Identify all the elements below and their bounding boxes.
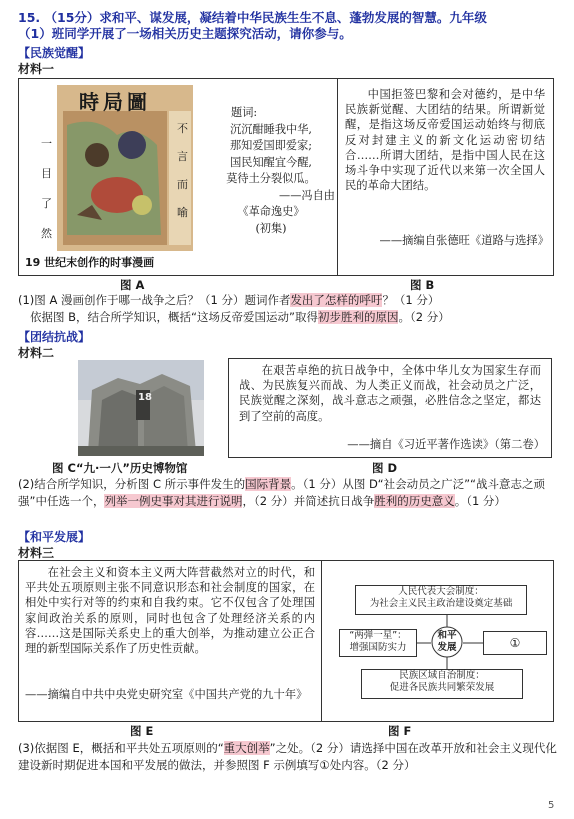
- section2-material: 材料二: [18, 346, 55, 360]
- question-1: [18, 292, 564, 326]
- q1-part-a: (1)图 A 漫画创作于哪一战争之后？（1 分）题词作者: [18, 293, 291, 307]
- q1-part-c: 依据图 B，结合所学知识，概括“这场反帝爱国运动”取得: [30, 310, 318, 324]
- figB-text: 中国拒签巴黎和会对德约，是中华民族新觉醒、大团结的结果。所谓新觉醒，是指这场反帝爱国运动始终与彻底反对封建主义的新文化运动密切结合……所谓大团结，是指中国人民在这场斗争中实现了近代以来第一次全国人民的革命大团结。: [345, 88, 545, 193]
- material1-frame: [18, 78, 554, 276]
- question-score: （15分）: [44, 10, 100, 25]
- figA-label: 图 A: [120, 278, 145, 292]
- figF-right-blank: ①: [509, 636, 521, 650]
- q2-part-d: 。（1 分）: [454, 494, 506, 508]
- cartoon-image: [41, 85, 193, 251]
- figF-top-box: [355, 585, 527, 615]
- q2-part-c: ，（2 分）并简述抗日战争: [242, 494, 375, 508]
- figF-top-sub: 为社会主义民主政治建设奠定基础: [369, 598, 513, 609]
- cartoon-side-right: 不言而喻: [177, 122, 188, 219]
- museum-illustration: [78, 360, 204, 456]
- poem-line-1: 沉沉酣睡我中华,: [230, 122, 312, 136]
- figD-source: ——摘自《习近平著作选读》（第二卷）: [347, 438, 545, 451]
- question-intro: 求和平、谋发展，凝结着中华民族生生不息、蓬勃发展的智慧。九年级: [99, 10, 487, 25]
- figF-bottom-sub: 促进各民族共同繁荣发展: [389, 682, 495, 693]
- q2-highlight-3: 胜利的历史意义: [374, 494, 455, 508]
- question-3: [18, 740, 564, 774]
- figF-label: 图 F: [388, 724, 412, 738]
- figE-text: 在社会主义和资本主义两大阵营截然对立的时代，和平共处五项原则主张不同意识形态和社会制度的国家，在相处中实行对等的约束和自我约束。它不仅包含了处理国家间政治关系的原则，同时也包含了处理经济关系的内容……这是国际关系史上的重大创举，为推动建立公正合理的新型国际关系作了历史性贡献。: [25, 566, 315, 656]
- figE-source: ——摘编自中共中央党史研究室《中国共产党的九十年》: [25, 688, 308, 701]
- cartoon-title: 時局圖: [79, 90, 151, 114]
- q1-part-b: ？（1 分）: [382, 293, 440, 307]
- poem-block: [207, 105, 335, 237]
- question-number: 15.: [18, 10, 41, 25]
- page-number: 5: [548, 800, 555, 811]
- figF-left-title: “两弹一星”：: [349, 630, 407, 641]
- section1-material: 材料一: [18, 62, 55, 76]
- q3-part-a: (3)依据图 E，概括和平共处五项原则的“: [18, 741, 224, 755]
- section1-tag: 【民族觉醒】: [18, 46, 91, 60]
- figD-text: 在艰苦卓绝的抗日战争中，全体中华儿女为国家生存而战、为民族复兴而战、为人类正义而战，社会动员之广泛，民族觉醒之深刻，战斗意志之顽强，必胜信念之坚定，都达到了空前的高度。: [239, 364, 541, 423]
- material3-frame: [18, 560, 554, 722]
- question-intro-line2: （1）班同学开展了一场相关历史主题探究活动，请你参与。: [18, 26, 352, 41]
- figB-source: ——摘编自张德旺《道路与选择》: [379, 234, 549, 247]
- figF-center: 和平发展: [437, 630, 457, 653]
- material3-divider: [321, 561, 322, 721]
- cartoon-caption: 19 世纪末创作的时事漫画: [25, 256, 155, 269]
- poem-title: 题词:: [231, 106, 258, 119]
- question-header: [18, 10, 564, 42]
- q1-highlight: 发出了怎样的呼吁: [290, 293, 383, 307]
- q2-highlight-2: 列举一例史事对其进行说明: [104, 494, 243, 508]
- q1-underline: 初步胜利的原因: [317, 310, 399, 324]
- material1-divider: [337, 79, 338, 275]
- figE-label: 图 E: [130, 724, 154, 738]
- figF-bottom-title: 民族区域自治制度：: [399, 670, 485, 681]
- q3-part-b: ”之处。（2 分）请选择中国在改革开放和社会主义现代化建设新时期促进本国和平发展的做法，并参照图 F 示例填写①处内容。（2 分）: [18, 741, 557, 772]
- q2-part-a: (2)结合所学知识，分析图 C 所示事件发生的: [18, 477, 246, 491]
- q3-highlight: 重大创举: [223, 741, 270, 755]
- figF-diagram: [327, 561, 551, 721]
- poem-line-4: 莫待土分裂似瓜。: [226, 172, 316, 185]
- poem-author: ——冯自由: [279, 188, 335, 202]
- figF-top-title: 人民代表大会制度：: [398, 586, 484, 597]
- museum-sign: 18: [138, 392, 152, 403]
- poem-source: 《革命逸史》: [237, 205, 305, 218]
- q1-part-d: 。（2 分）: [398, 310, 450, 324]
- figF-right-box: [483, 631, 547, 655]
- figC-label: 图 C“九·一八”历史博物馆: [52, 461, 188, 475]
- question-2: [18, 476, 564, 510]
- poem-note: (初集): [255, 221, 287, 235]
- q2-part-b: 。（1 分）从图 D“社会动员之广泛”“战斗意志之顽强”中任选一个，: [18, 477, 545, 508]
- figF-left-box: [339, 629, 417, 657]
- poem-line-3: 国民知醒宜今醒,: [230, 155, 312, 169]
- museum-photo: [78, 360, 204, 456]
- figF-left-sub: 增强国防实力: [349, 642, 407, 653]
- figB-label: 图 B: [410, 278, 435, 292]
- q2-highlight-1: 国际背景: [245, 477, 292, 491]
- section3-material: 材料三: [18, 546, 55, 560]
- poem-line-2: 那知爱国即爱家;: [229, 139, 313, 152]
- figD-label: 图 D: [372, 461, 398, 475]
- cartoon-side-left: 一目了然: [41, 137, 52, 240]
- section3-tag: 【和平发展】: [18, 530, 91, 544]
- section2-tag: 【团结抗战】: [18, 330, 91, 344]
- figF-bottom-box: [361, 669, 523, 699]
- figD-frame: [228, 358, 552, 458]
